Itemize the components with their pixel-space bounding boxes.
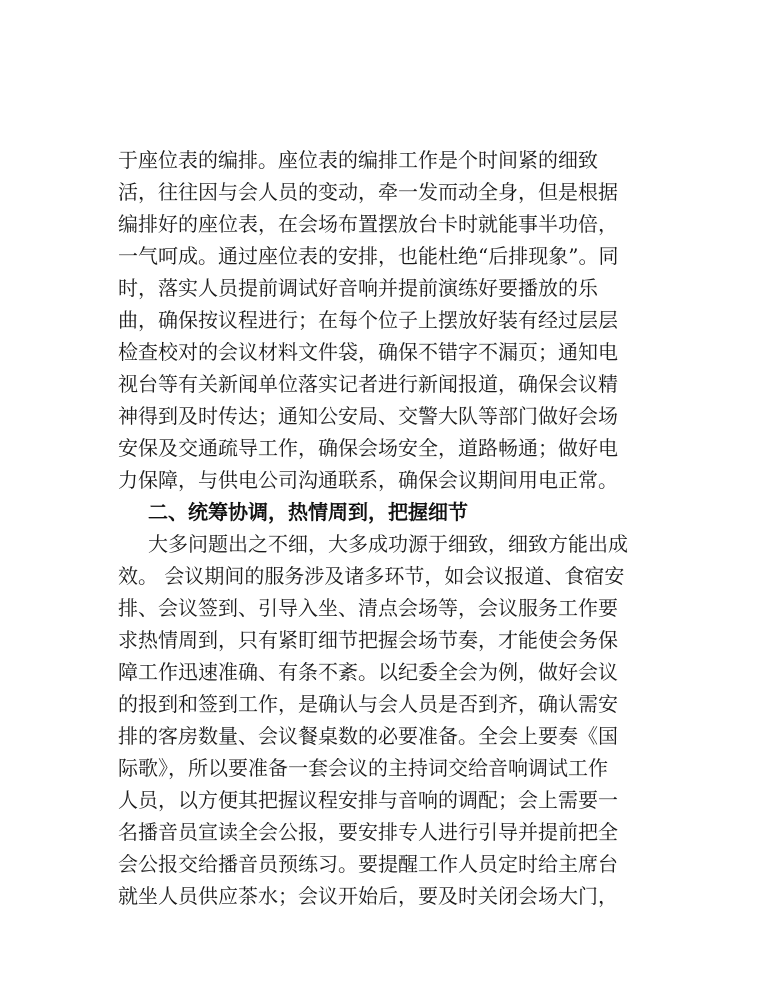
paragraph-line: 求热情周到，只有紧盯细节把握会场节奏，才能使会务保 [118, 628, 618, 652]
paragraph-line: 际歌》，所以要准备一套会议的主持词交给音响调试工作 [118, 756, 608, 780]
paragraph-line: 效。 会议期间的服务涉及诸多环节，如会议报道、食宿安 [118, 564, 625, 588]
section-heading: 二、统筹协调，热情周到，把握细节 [148, 500, 468, 524]
paragraph-line: 排的客房数量、会议餐桌数的必要准备。全会上要奏《国 [118, 724, 618, 748]
paragraph-line: 时，落实人员提前调试好音响并提前演练好要播放的乐 [118, 276, 598, 300]
paragraph-line: 的报到和签到工作，是确认与会人员是否到齐，确认需安 [118, 692, 618, 716]
paragraph-line: 大多问题出之不细，大多成功源于细致，细致方能出成 [148, 532, 628, 556]
paragraph-line: 安保及交通疏导工作，确保会场安全，道路畅通；做好电 [118, 436, 618, 460]
paragraph-line: 排、会议签到、引导入坐、清点会场等，会议服务工作要 [118, 596, 618, 620]
paragraph-line: 检查校对的会议材料文件袋，确保不错字不漏页；通知电 [118, 340, 618, 364]
paragraph-line: 就坐人员供应茶水；会议开始后，要及时关闭会场大门， [118, 884, 618, 908]
paragraph-line: 人员，以方便其把握议程安排与音响的调配；会上需要一 [118, 788, 618, 812]
paragraph-line: 视台等有关新闻单位落实记者进行新闻报道，确保会议精 [118, 372, 618, 396]
paragraph-line: 活，往往因与会人员的变动，牵一发而动全身，但是根据 [118, 180, 618, 204]
paragraph-line: 障工作迅速准确、有条不紊。以纪委全会为例，做好会议 [118, 660, 618, 684]
paragraph-line: 曲，确保按议程进行；在每个位子上摆放好装有经过层层 [118, 308, 618, 332]
paragraph-line: 名播音员宣读全会公报，要安排专人进行引导并提前把全 [118, 820, 618, 844]
paragraph-line: 一气呵成。通过座位表的安排，也能杜绝“后排现象”。同 [118, 244, 619, 268]
paragraph-line: 于座位表的编排。座位表的编排工作是个时间紧的细致 [118, 148, 598, 172]
paragraph-line: 会公报交给播音员预练习。要提醒工作人员定时给主席台 [118, 852, 618, 876]
paragraph-line: 神得到及时传达；通知公安局、交警大队等部门做好会场 [118, 404, 618, 428]
paragraph-line: 力保障，与供电公司沟通联系，确保会议期间用电正常。 [118, 468, 618, 492]
paragraph-line: 编排好的座位表，在会场布置摆放台卡时就能事半功倍， [118, 212, 618, 236]
